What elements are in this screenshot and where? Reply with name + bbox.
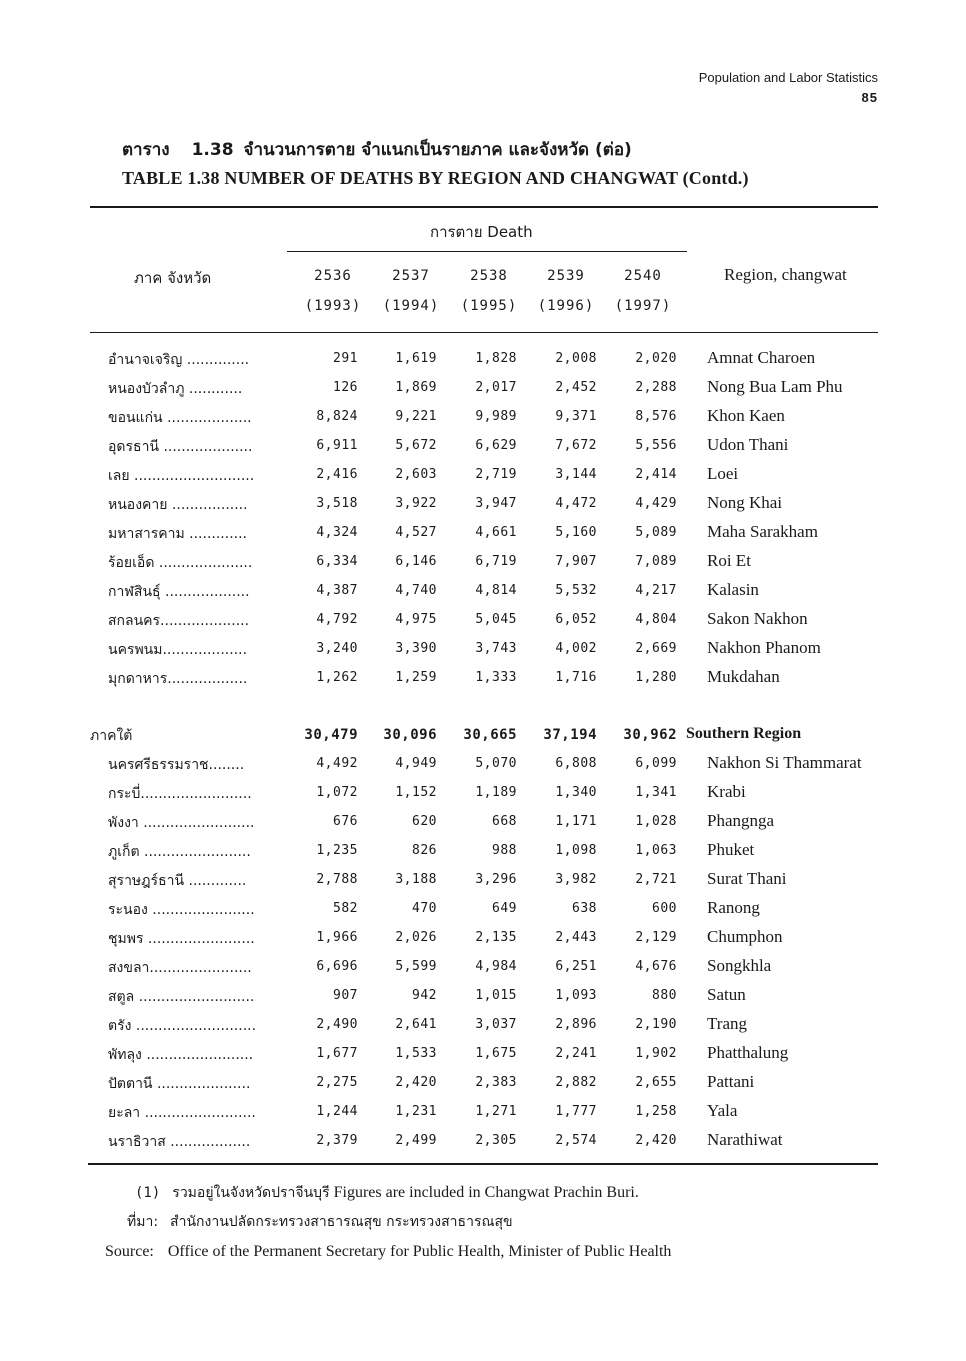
source-english	[105, 1237, 671, 1266]
row-thai-name: นราธิวาส ..................	[108, 1133, 251, 1150]
row-thai-name: กาฬสินธุ์ ...................	[108, 583, 250, 600]
table-row	[0, 577, 966, 606]
row-english-name: Satun	[707, 984, 746, 1004]
row-value: 6,808	[555, 756, 597, 772]
table-row	[0, 1127, 966, 1156]
row-value: 2,452	[555, 379, 597, 395]
row-value: 2,788	[316, 872, 358, 888]
row-english-name: Songkhla	[707, 955, 772, 975]
table-row	[0, 374, 966, 403]
row-value: 3,922	[395, 495, 437, 511]
table-row	[0, 1040, 966, 1069]
row-thai-name: ระนอง .......................	[108, 902, 255, 918]
row-thai-name: ขอนแก่น ...................	[108, 409, 252, 426]
table-row	[0, 403, 966, 432]
row-thai-name: สงขลา.......................	[108, 959, 252, 976]
row-value: 6,334	[316, 553, 358, 569]
row-value: 2,603	[395, 466, 437, 482]
row-value: 2,420	[635, 1132, 677, 1148]
row-value: 4,814	[475, 582, 517, 598]
year-header-ce: (1996)	[537, 298, 595, 314]
row-value: 2,896	[555, 1016, 597, 1032]
table-row	[0, 953, 966, 982]
table-row	[0, 432, 966, 461]
row-value: 5,672	[395, 437, 437, 453]
row-value: 1,675	[475, 1045, 517, 1061]
row-value: 291	[333, 351, 358, 366]
row-value: 30,665	[463, 727, 517, 744]
row-thai-name: หนองคาย .................	[108, 496, 248, 513]
row-value: 1,533	[395, 1045, 437, 1061]
table-row	[0, 750, 966, 779]
row-value: 9,221	[395, 408, 437, 424]
row-value: 1,341	[635, 785, 677, 801]
table-row	[0, 808, 966, 837]
row-english-name: Chumphon	[707, 927, 783, 946]
row-value: 1,093	[555, 987, 597, 1003]
row-value: 668	[492, 814, 517, 830]
page-number: 85	[861, 90, 878, 105]
row-value: 4,984	[475, 958, 517, 974]
table-row	[0, 606, 966, 635]
row-value: 3,743	[475, 640, 517, 656]
row-english-name: Nong Bua Lam Phu	[707, 376, 843, 396]
table-row	[0, 1011, 966, 1040]
row-value: 30,962	[623, 727, 677, 744]
row-english-name: Loei	[707, 463, 739, 483]
row-thai-name: สตูล ..........................	[108, 988, 255, 1005]
year-header-be: 2539	[547, 268, 585, 284]
row-value: 1,072	[316, 785, 358, 801]
row-english-name: Nakhon Si Thammarat	[707, 753, 862, 773]
row-value: 6,052	[555, 611, 597, 627]
row-value: 1,280	[635, 669, 677, 685]
table-title-thai	[122, 136, 632, 163]
row-value: 2,383	[475, 1074, 517, 1090]
row-value: 5,556	[635, 437, 677, 453]
row-value: 30,096	[383, 727, 437, 744]
row-value: 6,719	[475, 553, 517, 569]
table-row	[0, 519, 966, 548]
row-english-name: Khon Kaen	[707, 405, 785, 425]
source-label: Source:	[105, 1243, 154, 1260]
row-value: 1,777	[555, 1103, 597, 1119]
row-value: 4,324	[316, 524, 358, 540]
table-top-rule	[90, 206, 878, 208]
year-header-ce: (1995)	[460, 298, 518, 314]
row-value: 6,099	[635, 756, 677, 772]
table-number: 1.38	[191, 140, 234, 160]
row-thai-name: ภาคใต้	[90, 728, 133, 745]
row-value: 4,949	[395, 756, 437, 772]
row-value: 4,661	[475, 524, 517, 540]
row-value: 600	[652, 901, 677, 916]
table-row	[0, 490, 966, 519]
row-value: 4,792	[316, 611, 358, 627]
section-title: Population and Labor Statistics	[698, 70, 878, 85]
row-value: 5,070	[475, 756, 517, 772]
row-value: 7,089	[635, 553, 677, 569]
table-row	[0, 1069, 966, 1098]
row-value: 1,189	[475, 785, 517, 801]
table-row	[0, 664, 966, 693]
row-english-name: Kalasin	[707, 579, 759, 599]
row-value: 1,716	[555, 669, 597, 685]
row-value: 2,020	[635, 351, 677, 366]
row-value: 1,098	[555, 843, 597, 859]
row-value: 37,194	[543, 727, 597, 744]
row-english-name: Amnat Charoen	[707, 348, 816, 367]
header-bottom-rule	[90, 332, 878, 333]
row-value: 880	[652, 987, 677, 1003]
row-english-name: Southern Region	[686, 725, 802, 743]
table-row	[0, 924, 966, 953]
row-value: 2,135	[475, 930, 517, 945]
source-thai-label: ที่มา:	[127, 1214, 159, 1230]
row-value: 1,063	[635, 843, 677, 859]
row-value: 582	[333, 901, 358, 916]
row-value: 942	[412, 987, 437, 1003]
source-thai	[105, 1208, 671, 1237]
row-value: 1,869	[395, 379, 437, 395]
row-value: 1,828	[475, 351, 517, 366]
region-total-row	[0, 721, 966, 750]
table-row	[0, 895, 966, 924]
row-thai-name: ปัตตานี .....................	[108, 1075, 251, 1092]
year-header-be: 2537	[392, 268, 430, 284]
row-value: 2,379	[316, 1132, 358, 1148]
table-title-english: TABLE 1.38 NUMBER OF DEATHS BY REGION AND CHANGWAT (Contd.)	[122, 168, 749, 188]
page-header	[699, 68, 878, 108]
table-row	[0, 345, 966, 374]
row-value: 7,672	[555, 437, 597, 453]
row-thai-name: ร้อยเอ็ด .....................	[108, 554, 253, 571]
row-value: 2,414	[635, 466, 677, 482]
footnote-1	[105, 1178, 671, 1208]
row-value: 5,532	[555, 582, 597, 598]
row-value: 1,271	[475, 1103, 517, 1119]
row-english-name: Krabi	[707, 782, 746, 802]
row-english-name: Nakhon Phanom	[707, 637, 821, 657]
table-title-thai-text: จำนวนการตาย จำแนกเป็นรายภาค และจังหวัด (ต่อ)	[243, 140, 632, 160]
row-value: 30,479	[304, 727, 358, 744]
row-value: 2,574	[555, 1132, 597, 1148]
row-english-name: Ranong	[707, 898, 760, 917]
row-thai-name: เลย ...........................	[108, 467, 255, 484]
row-value: 4,387	[316, 582, 358, 598]
row-value: 907	[333, 987, 358, 1003]
row-english-name: Udon Thani	[707, 434, 789, 454]
row-english-name: Surat Thani	[707, 869, 787, 889]
row-value: 2,288	[635, 379, 677, 395]
row-value: 2,190	[635, 1016, 677, 1032]
row-value: 1,619	[395, 351, 437, 366]
year-header-be: 2536	[314, 268, 352, 284]
row-value: 1,966	[316, 930, 358, 945]
row-thai-name: นครศรีธรรมราช........	[108, 757, 245, 774]
row-thai-name: ยะลา .........................	[108, 1104, 256, 1121]
row-value: 1,231	[395, 1103, 437, 1119]
footnote-1-thai: รวมอยู่ในจังหวัดปราจีนบุรี	[172, 1185, 330, 1201]
row-value: 2,241	[555, 1045, 597, 1061]
row-value: 3,947	[475, 495, 517, 511]
row-value: 3,296	[475, 872, 517, 888]
row-value: 7,907	[555, 553, 597, 569]
row-value: 1,902	[635, 1045, 677, 1061]
table-row	[0, 461, 966, 490]
row-value: 2,008	[555, 351, 597, 366]
row-value: 1,028	[635, 814, 677, 830]
row-value: 2,641	[395, 1016, 437, 1032]
row-value: 1,235	[316, 843, 358, 859]
year-header-be: 2538	[470, 268, 508, 284]
row-value: 4,492	[316, 756, 358, 772]
year-header-be: 2540	[624, 268, 662, 284]
row-english-name: Nong Khai	[707, 492, 783, 512]
row-value: 676	[333, 814, 358, 830]
row-value: 2,305	[475, 1132, 517, 1148]
row-thai-name: นครพนม...................	[108, 641, 248, 658]
row-value: 4,740	[395, 582, 437, 598]
row-value: 5,599	[395, 958, 437, 974]
table-row	[0, 837, 966, 866]
row-value: 1,171	[555, 814, 597, 830]
footnote-1-label: (1)	[135, 1185, 161, 1201]
row-english-name: Mukdahan	[707, 666, 780, 686]
row-value: 2,017	[475, 379, 517, 395]
row-value: 1,152	[395, 785, 437, 801]
death-group-header: การตาย Death	[430, 223, 533, 241]
row-value: 2,275	[316, 1074, 358, 1090]
row-value: 1,340	[555, 785, 597, 801]
row-value: 4,217	[635, 582, 677, 598]
row-value: 1,244	[316, 1103, 358, 1119]
row-value: 5,089	[635, 524, 677, 540]
footnotes	[105, 1178, 671, 1266]
row-value: 5,045	[475, 611, 517, 627]
row-english-name: Maha Sarakham	[707, 521, 818, 541]
row-value: 3,188	[395, 872, 437, 888]
row-value: 6,629	[475, 437, 517, 453]
row-value: 826	[412, 843, 437, 859]
row-value: 1,677	[316, 1045, 358, 1061]
row-value: 1,333	[475, 669, 517, 685]
row-value: 2,499	[395, 1132, 437, 1148]
row-value: 6,911	[316, 437, 358, 453]
row-thai-name: หนองบัวลำภู ............	[108, 380, 243, 397]
row-thai-name: สกลนคร....................	[108, 612, 250, 629]
row-value: 2,655	[635, 1074, 677, 1090]
row-value: 3,390	[395, 640, 437, 656]
row-value: 1,259	[395, 669, 437, 685]
row-value: 638	[572, 901, 597, 916]
row-english-name: Phangnga	[707, 811, 775, 831]
row-value: 2,416	[316, 466, 358, 482]
row-value: 6,146	[395, 553, 437, 569]
row-value: 9,989	[475, 408, 517, 424]
row-value: 6,251	[555, 958, 597, 974]
row-value: 4,429	[635, 495, 677, 511]
table-row	[0, 779, 966, 808]
row-thai-name: กระบี่.........................	[108, 786, 252, 803]
row-thai-name: ภูเก็ต ........................	[108, 844, 251, 861]
row-value: 470	[412, 901, 437, 916]
row-value: 649	[492, 901, 517, 916]
row-value: 2,721	[635, 872, 677, 888]
row-value: 4,676	[635, 958, 677, 974]
footnote-1-english: Figures are included in Changwat Prachin Buri.	[333, 1184, 639, 1201]
row-value: 988	[492, 843, 517, 859]
row-value: 4,002	[555, 640, 597, 656]
table-row	[0, 1098, 966, 1127]
source-english-text: Office of the Permanent Secretary for Public Health, Minister of Public Health	[167, 1243, 672, 1260]
row-value: 2,443	[555, 930, 597, 945]
row-value: 4,804	[635, 611, 677, 627]
year-header-ce: (1994)	[382, 298, 440, 314]
row-value: 2,420	[395, 1074, 437, 1090]
row-thai-name: พัทลุง ........................	[108, 1046, 254, 1063]
table-row	[0, 866, 966, 895]
group-header-rule	[287, 251, 687, 252]
row-value: 1,015	[475, 987, 517, 1003]
year-header-ce: (1993)	[304, 298, 362, 314]
row-value: 2,719	[475, 466, 517, 482]
region-changwat-header: Region, changwat	[724, 265, 847, 284]
row-value: 2,129	[635, 930, 677, 945]
row-value: 2,490	[316, 1016, 358, 1032]
row-value: 4,527	[395, 524, 437, 540]
row-thai-name: ชุมพร ........................	[108, 931, 255, 947]
row-thai-name: มหาสารคาม .............	[108, 525, 248, 542]
row-value: 3,144	[555, 466, 597, 482]
row-value: 4,975	[395, 611, 437, 627]
row-value: 3,518	[316, 495, 358, 511]
row-thai-name: อำนาจเจริญ ..............	[108, 352, 250, 368]
row-thai-name: พังงา .........................	[108, 815, 255, 832]
row-thai-name: มุกดาหาร..................	[108, 670, 248, 687]
row-value: 8,576	[635, 408, 677, 424]
row-english-name: Pattani	[707, 1071, 755, 1091]
row-english-name: Phuket	[707, 840, 755, 860]
table-row	[0, 982, 966, 1011]
table-row	[0, 635, 966, 664]
row-value: 9,371	[555, 408, 597, 424]
row-value: 2,026	[395, 930, 437, 945]
row-english-name: Sakon Nakhon	[707, 608, 808, 628]
row-value: 6,696	[316, 958, 358, 974]
row-value: 2,669	[635, 640, 677, 656]
row-value: 3,037	[475, 1016, 517, 1032]
row-value: 620	[412, 814, 437, 830]
row-value: 1,262	[316, 669, 358, 685]
row-value: 3,982	[555, 872, 597, 888]
row-english-name: Roi Et	[707, 550, 751, 570]
row-value: 5,160	[555, 524, 597, 540]
row-english-name: Narathiwat	[707, 1129, 783, 1149]
year-header-ce: (1997)	[614, 298, 672, 314]
table-bottom-rule	[88, 1163, 878, 1165]
row-value: 2,882	[555, 1074, 597, 1090]
table-title-thai-prefix: ตาราง	[122, 140, 170, 160]
row-english-name: Phatthalung	[707, 1042, 789, 1062]
row-value: 4,472	[555, 495, 597, 511]
region-changwat-header-thai: ภาค จังหวัด	[134, 269, 212, 287]
source-thai-text: สำนักงานปลัดกระทรวงสาธารณสุข กระทรวงสาธารณสุข	[170, 1214, 513, 1230]
row-value: 8,824	[316, 408, 358, 424]
row-value: 126	[333, 379, 358, 395]
row-english-name: Yala	[707, 1100, 738, 1120]
table-row	[0, 548, 966, 577]
row-thai-name: สุราษฎร์ธานี .............	[108, 873, 247, 890]
row-thai-name: อุดรธานี ....................	[108, 438, 253, 455]
row-value: 1,258	[635, 1103, 677, 1119]
row-thai-name: ตรัง ...........................	[108, 1017, 257, 1034]
row-value: 3,240	[316, 640, 358, 656]
row-english-name: Trang	[707, 1013, 747, 1033]
